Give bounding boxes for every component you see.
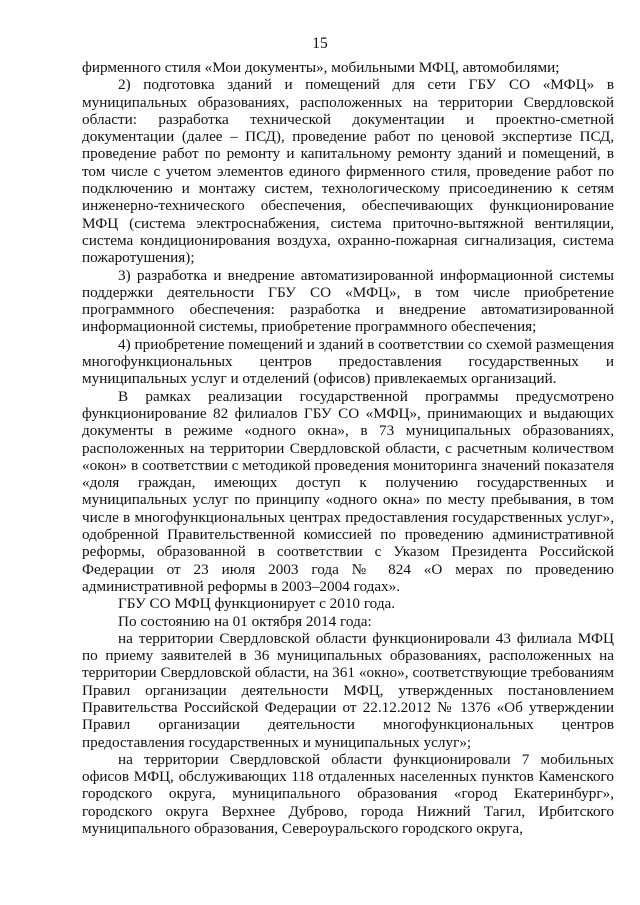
paragraph-since-2010: ГБУ СО МФЦ функционирует с 2010 года. bbox=[118, 595, 396, 613]
paragraph-continuation: фирменного стиля «Мои документы», мобильными МФЦ, автомобилями; bbox=[82, 59, 560, 76]
paragraph-as-of-date: По состоянию на 01 октября 2014 года: bbox=[118, 612, 372, 630]
document-body bbox=[82, 59, 614, 837]
paragraph-item-3: 3) разработка и внедрение автоматизированной информационной системы поддержки деятельности ГБУ СО «МФЦ», в том числе приобретение программного обеспечения: разработка и внедрение автоматизированной информационной системы, приобретение программного обеспечения; bbox=[82, 266, 614, 336]
paragraph-43-branches: на территории Свердловской области функционировали 43 филиала МФЦ по приему заявителей в 36 муниципальных образованиях, расположенных на территории Свердловской области, на 361 «окно», соответствующие требованиям Правил организации деятельности МФЦ, утвержденных постановлением Правительства Российской Федерации от 22.12.2012 № 1376 «Об утверждении Правил организации деятельности многофункциональных центров предоставления государственных и муниципальных услуг»; bbox=[82, 629, 614, 751]
paragraph-item-2: 2) подготовка зданий и помещений для сети ГБУ СО «МФЦ» в муниципальных образованиях, расположенных на территории Свердловской области: разработка технической документации и проектно-сметной документации (далее – ПСД), проведение работ по ценовой экспертизе ПСД, проведение работ по ремонту и капитальному ремонту зданий и помещений, в том числе с учетом элементов единого фирменного стиля, проведение работ по подключению и монтажу систем, технологическому присоединению к сетям инженерно-технического обеспечения, обеспечивающих функционирование МФЦ (система электроснабжения, система приточно-вытяжной вентиляции, система кондиционирования воздуха, охранно-пожарная сигнализация, система пожаротушения); bbox=[82, 76, 614, 267]
paragraph-mobile-offices: на территории Свердловской области функционировали 7 мобильных офисов МФЦ, обслуживающих 118 отдаленных населенных пунктов Каменского городского округа, муниципального образования «город Екатеринбург», городского округа Верхнее Дуброво, города Нижний Тагил, Ирбитского муниципального образования, Североуральского городского округа, bbox=[82, 750, 614, 838]
paragraph-program-branches: В рамках реализации государственной программы предусмотрено функционирование 82 филиалов ГБУ СО «МФЦ», принимающих и выдающих документы в режиме «одного окна», в 73 муниципальных образованиях, расположенных на территории Свердловской области, с расчетным количеством «окон» в соответствии с методикой проведения мониторинга значений показателя «доля граждан, имеющих доступ к получению государственных и муниципальных услуг по принципу «одного окна» по месту пребывания, в том числе в многофункциональных центрах предоставления государственных услуг», одобренной Правительственной комиссией по проведению административной реформы, образованной в соответствии с Указом Президента Российской Федерации от 23 июля 2003 года № 824 «О мерах по проведению административной реформы в 2003–2004 годах». bbox=[82, 387, 614, 595]
page-number: 15 bbox=[312, 35, 328, 52]
paragraph-item-4: 4) приобретение помещений и зданий в соответствии со схемой размещения многофункциональных центров предоставления государственных и муниципальных услуг и отделений (офисов) привлекаемых организаций. bbox=[82, 335, 614, 388]
